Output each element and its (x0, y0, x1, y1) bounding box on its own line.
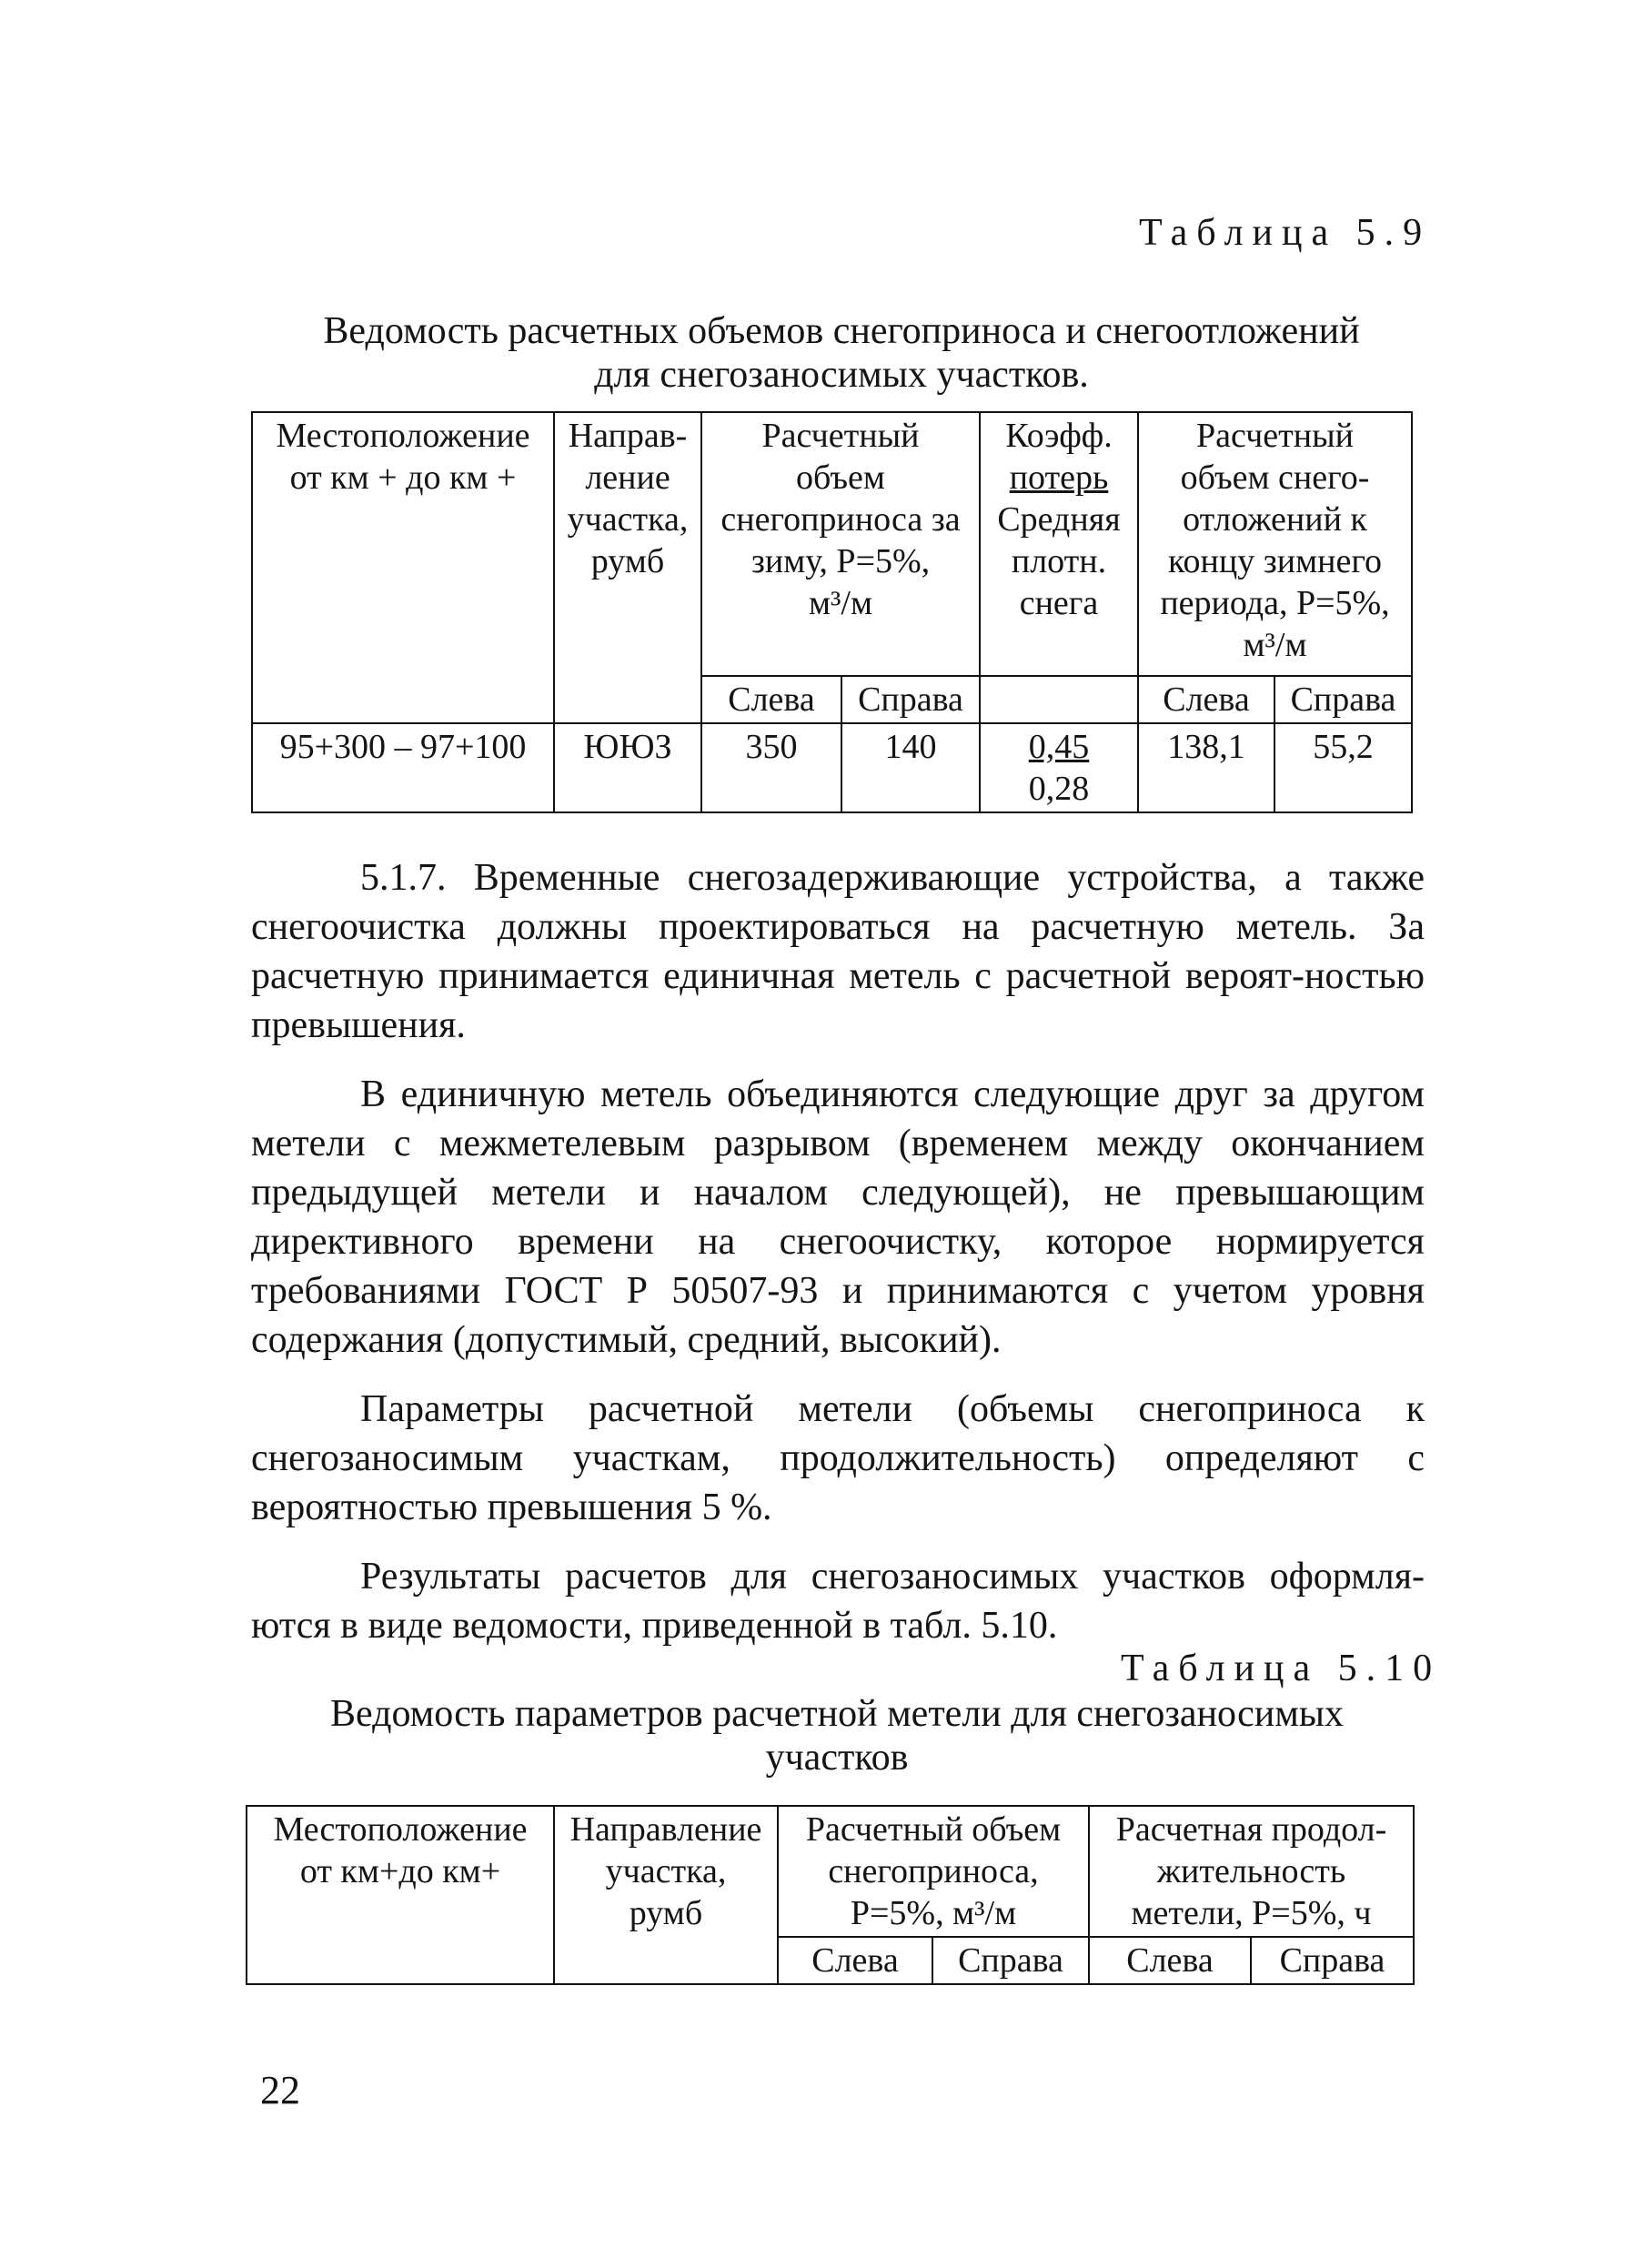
cell-direction: ЮЮЗ (554, 723, 701, 812)
header-text: ление (585, 459, 670, 497)
header-text: жительность (1156, 1852, 1346, 1890)
header-text: периода, Р=5%, (1160, 584, 1390, 622)
header-text: Местоположение (276, 417, 530, 455)
header-direction (554, 412, 701, 723)
header-text: участка, (605, 1852, 727, 1890)
header-text: Коэфф. (1005, 417, 1113, 455)
header-text: Направление (569, 1810, 762, 1849)
cell-dep-left: 138,1 (1138, 723, 1274, 812)
paragraph: 5.1.7. Временные снегозадерживающие устройства, а также снегоочистка должны проектироваться на расчетную метель. За расчетную принимается единичная метель с расчетной вероят-ностью превышения. (251, 857, 1425, 1046)
header-text: Р=5%, м³/м (850, 1894, 1017, 1932)
header-deposit (1138, 412, 1412, 676)
table-header-row (247, 1806, 1414, 1937)
table-5-10-label: Таблица 5.10 (1121, 1648, 1442, 1689)
header-text: м³/м (808, 584, 873, 622)
header-text: от км+до км+ (299, 1852, 501, 1890)
caption-line: Ведомость расчетных объемов снегоприноса и снегоотложений (323, 310, 1360, 352)
subheader-left: Слева (701, 676, 841, 723)
cell-location: 95+300 – 97+100 (252, 723, 554, 812)
cell-coef (980, 723, 1138, 812)
header-text: Расчетный (1196, 417, 1354, 455)
table-row (252, 723, 1412, 812)
paragraph: Параметры расчетной метели (объемы снегоприноса к снегозаносимым участкам, продолжительность) определяют с вероятностью превышения 5 %. (251, 1388, 1425, 1528)
coef-bottom: 0,28 (1028, 770, 1090, 808)
header-text: снегоприноса, (828, 1852, 1039, 1890)
subheader-empty (980, 676, 1138, 723)
subheader-right: Справа (932, 1937, 1089, 1984)
page-number: 22 (260, 2068, 300, 2112)
header-text: от км + до км + (289, 459, 517, 497)
header-text: Расчетный (761, 417, 920, 455)
header-text: снегоприноса за (720, 500, 961, 539)
cell-dep-right: 55,2 (1274, 723, 1412, 812)
cell-vol-right: 140 (841, 723, 980, 812)
header-text: отложений к (1183, 500, 1367, 539)
table-5-9 (251, 411, 1413, 813)
header-text: Средняя (997, 500, 1121, 539)
header-text: румб (629, 1894, 703, 1932)
header-text: Местоположение (273, 1810, 528, 1849)
header-text: зиму, Р=5%, (751, 542, 931, 580)
header-text: объем снего- (1180, 459, 1370, 497)
table-5-9-label: Таблица 5.9 (1139, 212, 1432, 254)
subheader-left: Слева (778, 1937, 932, 1984)
header-text: концу зимнего (1168, 542, 1382, 580)
caption-line: участков (765, 1737, 909, 1779)
header-volume (778, 1806, 1089, 1937)
header-text: объем (796, 459, 885, 497)
header-text: Направ- (568, 417, 688, 455)
subheader-right: Справа (1251, 1937, 1414, 1984)
header-location (252, 412, 554, 723)
subheader-right: Справа (841, 676, 980, 723)
header-text: румб (590, 542, 665, 580)
header-direction (554, 1806, 778, 1984)
caption-line: для снегозаносимых участков. (594, 354, 1089, 396)
header-coef (980, 412, 1138, 676)
header-text: потерь (1009, 459, 1109, 497)
header-text: плотн. (1011, 542, 1107, 580)
header-text: Расчетный объем (805, 1810, 1062, 1849)
body-text (251, 853, 1425, 1650)
paragraph: Результаты расчетов для снегозаносимых участков оформля-ются в виде ведомости, приведенной в табл. 5.10. (251, 1556, 1425, 1647)
header-location (247, 1806, 554, 1984)
subheader-left: Слева (1089, 1937, 1251, 1984)
table-5-10 (246, 1805, 1415, 1985)
cell-vol-left: 350 (701, 723, 841, 812)
subheader-left: Слева (1138, 676, 1274, 723)
caption-line: Ведомость параметров расчетной метели для снегозаносимых (329, 1693, 1345, 1735)
header-text: снега (1019, 584, 1099, 622)
table-5-10-caption (246, 1692, 1428, 1779)
subheader-right: Справа (1274, 676, 1412, 723)
header-text: м³/м (1243, 626, 1307, 664)
header-text: Расчетная продол- (1115, 1810, 1387, 1849)
header-volume (701, 412, 980, 676)
header-duration (1089, 1806, 1414, 1937)
table-header-row (252, 412, 1412, 676)
paragraph: В единичную метель объединяются следующие друг за другом метели с межметелевым разрывом (временем между окончанием предыдущей метели и началом следующей), не превышающим директивного времени на снегоочистку, которое нормируется требованиями ГОСТ Р 50507-93 и принимаются с учетом уровня содержания (допустимый, средний, высокий). (251, 1074, 1425, 1361)
table-5-9-caption (246, 309, 1437, 397)
header-text: метели, Р=5%, ч (1131, 1894, 1372, 1932)
header-text: участка, (567, 500, 689, 539)
coef-top: 0,45 (1028, 728, 1090, 766)
